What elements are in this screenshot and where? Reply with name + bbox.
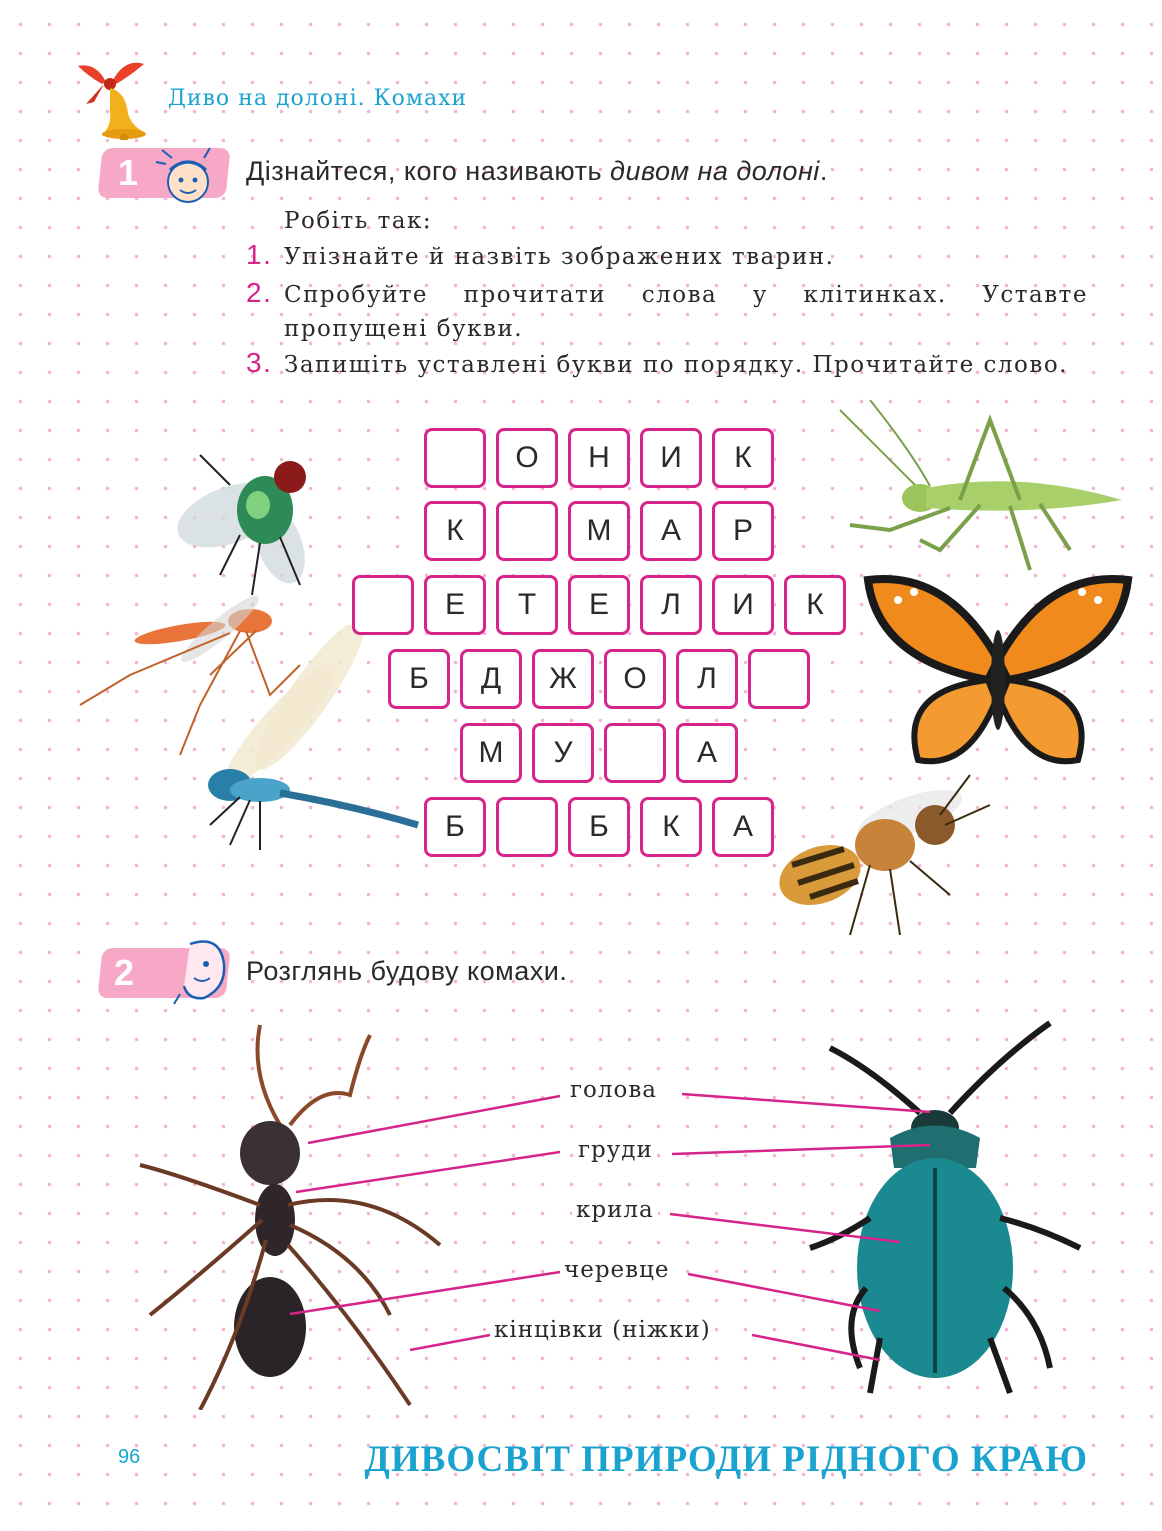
grid-cell-r2-c1[interactable]: К	[424, 501, 486, 561]
step-number-1: 1.	[246, 239, 273, 270]
grid-cell-r6-c4[interactable]: К	[640, 797, 702, 857]
grid-cell-r4-c3[interactable]: Ж	[532, 649, 594, 709]
pointer-line-legs-ant	[410, 1335, 490, 1350]
grid-cell-r4-c2[interactable]: Д	[460, 649, 522, 709]
grid-cell-r6-c3[interactable]: Б	[568, 797, 630, 857]
step-number-3: 3.	[246, 347, 273, 378]
task-2-text: Розглянь будову комахи.	[246, 956, 568, 986]
grid-cell-r1-c3[interactable]: Н	[568, 428, 630, 488]
grid-cell-r2-c4[interactable]: А	[640, 501, 702, 561]
task-1-text-main: Дізнайтеся, кого називають	[246, 156, 611, 186]
step-text-2: Спробуйте прочитати слова у клітинках. Уставте пропущені букви.	[284, 282, 1088, 342]
grid-cell-r1-c4[interactable]: И	[640, 428, 702, 488]
step-text-3: Запишіть уставлені букви по порядку. Прочитайте слово.	[284, 352, 1068, 378]
pointer-line-wings-beetle	[670, 1214, 900, 1242]
task-1-text-end: .	[819, 156, 828, 186]
grid-cell-r3-c3[interactable]: Т	[496, 575, 558, 635]
section-title: Диво на долоні. Комахи	[168, 86, 468, 111]
pointer-line-abdomen-ant	[290, 1272, 560, 1314]
label-legs: кінцівки (ніжки)	[490, 1317, 715, 1343]
grid-cell-r4-c5[interactable]: Л	[676, 649, 738, 709]
pointer-line-head-ant	[308, 1096, 560, 1143]
grid-cell-r6-c1[interactable]: Б	[424, 797, 486, 857]
step-number-2: 2.	[246, 277, 273, 308]
pointer-line-head-beetle	[682, 1094, 930, 1112]
grid-cell-r4-c1[interactable]: Б	[388, 649, 450, 709]
page-number: 96	[118, 1446, 141, 1468]
grid-cell-r6-c5[interactable]: А	[712, 797, 774, 857]
label-head: голова	[566, 1077, 661, 1103]
grid-cell-r3-c4[interactable]: Е	[568, 575, 630, 635]
pointer-line-thorax-beetle	[672, 1145, 930, 1154]
pointer-line-thorax-ant	[296, 1152, 560, 1192]
grid-cell-r3-c7[interactable]: К	[784, 575, 846, 635]
task-1-text-italic: дивом на долоні	[610, 156, 820, 186]
grid-cell-r3-c2[interactable]: Е	[424, 575, 486, 635]
instructions-intro: Робіть так:	[284, 208, 433, 234]
grid-cell-r5-c2[interactable]: У	[532, 723, 594, 783]
label-thorax: груди	[574, 1137, 657, 1163]
label-wings: крила	[572, 1197, 658, 1223]
grid-cell-r3-c6[interactable]: И	[712, 575, 774, 635]
grid-cell-r2-c3[interactable]: М	[568, 501, 630, 561]
grid-cell-r5-c1[interactable]: М	[460, 723, 522, 783]
task-number-2: 2	[114, 952, 135, 993]
step-text-1: Упізнайте й назвіть зображених тварин.	[284, 244, 835, 270]
grid-cell-r5-c4[interactable]: А	[676, 723, 738, 783]
grid-cell-r4-c4[interactable]: О	[604, 649, 666, 709]
grid-cell-r1-c5[interactable]: К	[712, 428, 774, 488]
grid-cell-r2-c5[interactable]: Р	[712, 501, 774, 561]
pointer-line-legs-beetle	[752, 1335, 880, 1360]
grid-cell-r3-c5[interactable]: Л	[640, 575, 702, 635]
grid-cell-r1-c2[interactable]: О	[496, 428, 558, 488]
label-abdomen: черевце	[560, 1257, 674, 1283]
pointer-line-abdomen-beetle	[688, 1274, 880, 1311]
footer-title: ДИВОСВІТ ПРИРОДИ РІДНОГО КРАЮ	[364, 1439, 1088, 1480]
task-number-1: 1	[118, 152, 139, 193]
